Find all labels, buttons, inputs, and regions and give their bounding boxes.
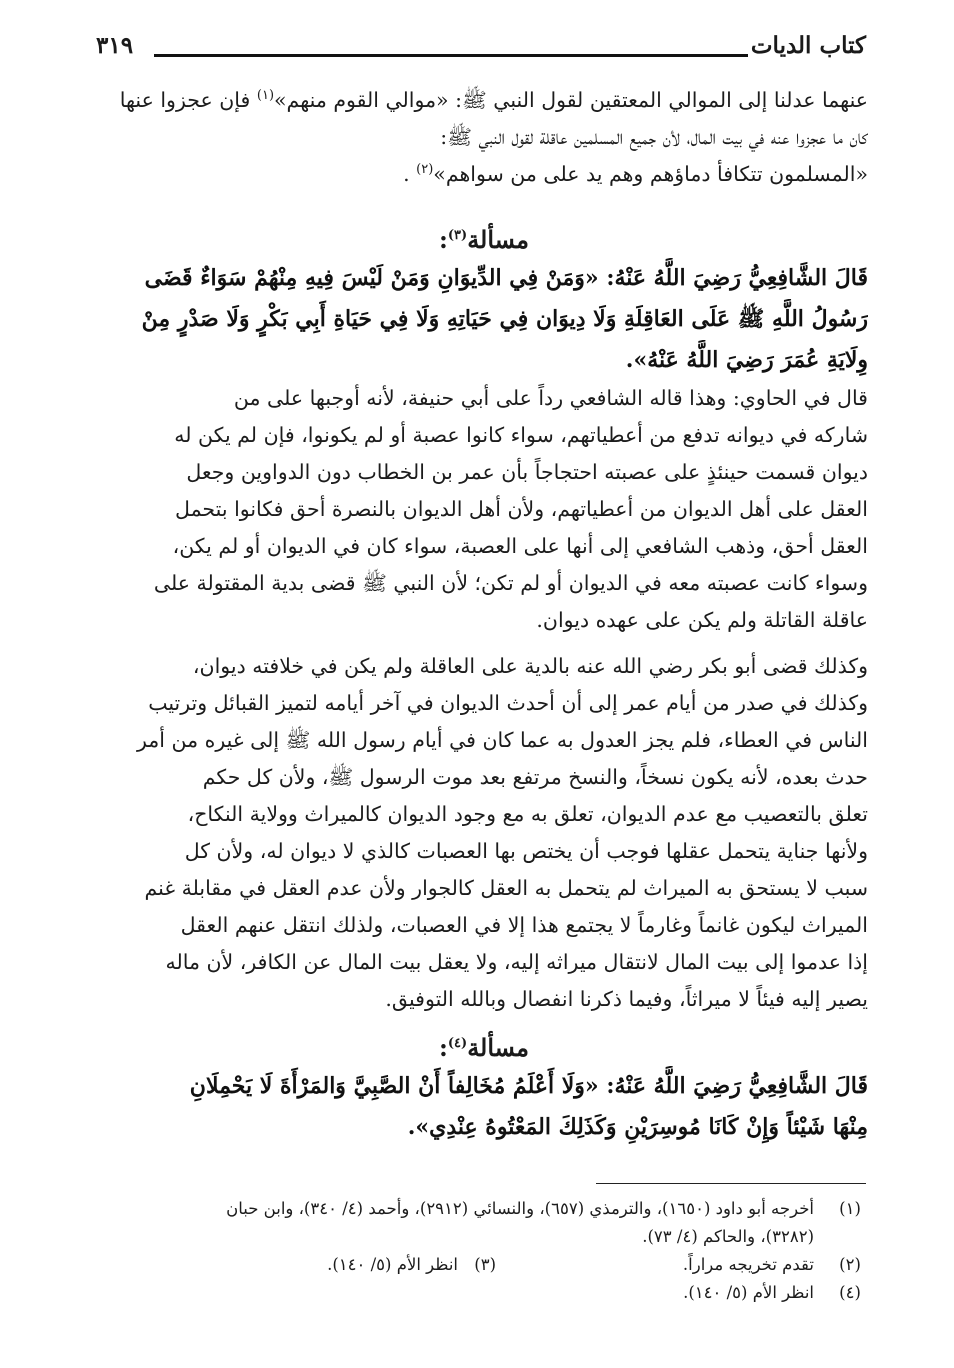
footnote-number: (٢) <box>839 1255 861 1274</box>
text-line: كان ما عجزوا عنه في بيت المال، لأن جميع المسلمين عاقلة لقول النبي ﷺ: <box>440 125 868 149</box>
text-line: وسواء كانت عصبته معه في الديوان أو لم تكن؛ لأن النبي ﷺ قضى بدية المقتولة على <box>153 571 868 595</box>
commentary-paragraph <box>100 380 868 639</box>
text-line: شاركه في ديوانه تدفع من أعطياتهم، سواء كانوا عصبة أو لم يكونوا، فإن لم يكن له <box>174 423 868 447</box>
text-line: ولأنها جناية يتحمل عقلها فوجب أن يختص بها العصبات كالذي لا ديوان له، ولأن كل <box>184 839 868 863</box>
footnote <box>96 1251 868 1279</box>
footnote-text: أخرجه أبو داود (١٦٥٠)، والترمذي (٦٥٧)، والنسائي (٢٩١٢)، وأحمد (٤/ ٣٤٠)، وابن حبان <box>226 1199 814 1218</box>
footnote-ref: (٣) <box>447 228 468 243</box>
text-line: حدث بعده، لأنه يكون نسخاً، والنسخ مرتفع بعد موت الرسول ﷺ، ولأن كل حكم <box>202 765 868 789</box>
issue-colon: : <box>439 225 448 254</box>
issue-heading <box>100 1028 868 1068</box>
commentary-paragraph <box>100 648 868 1018</box>
text-line: تعلق بالتعصيب مع عدم الديوان، تعلق به مع وجود الديوان كالميراث وولاية النكاح، <box>187 802 868 826</box>
text-line <box>100 82 868 119</box>
issue-heading <box>100 220 868 260</box>
text-line: يصير إليه فيئاً لا ميراثاً، وفيما ذكرنا انفصال وبالله التوفيق. <box>385 987 868 1011</box>
text-line: العقل على أهل الديوان من أعطياتهم، ولأن أهل الديوان بالنصرة أحق فكانوا بتحمل <box>175 497 868 521</box>
footnotes <box>96 1195 868 1307</box>
intro-line-1: عنهما عدلنا إلى الموالي المعتقين لقول النبي ﷺ: «موالي القوم منهم» <box>274 88 868 112</box>
text-line: عاقلة القاتلة ولم يكن على عهده ديوان. <box>536 608 868 632</box>
intro-line-1-tail: فإن عجزوا عنها <box>119 88 257 112</box>
text-line: وكذلك في صدر من أيام عمر إلى أن أحدث الديوان في آخر أيامه لتميز القبائل وترتيب <box>148 691 868 715</box>
page-header <box>96 30 866 72</box>
shafii-quote <box>100 258 868 381</box>
text-line: العقل أحق، وذهب الشافعي إلى أنها على العصبة، سواء كان في الديوان أو لم يكن، <box>172 534 868 558</box>
footnote <box>96 1223 868 1251</box>
quote-line: قَالَ الشَّافِعِيُّ رَضِيَ اللَّهُ عَنْهُ: «وَمَنْ فِي الدِّيوَانِ وَمَنْ لَيْسَ فِيهِ مِنْهُمْ سَوَاءٌ قَضَى <box>144 265 868 291</box>
footnote-ref: (٢) <box>416 162 434 178</box>
header-rule <box>154 54 748 57</box>
footnote <box>96 1279 868 1307</box>
issue-colon: : <box>439 1033 448 1062</box>
text-line: سبب لا يستحق به الميراث لم يتحمل به العقل كالجوار ولأن عدم العقل في مقابلة غنم <box>144 876 868 900</box>
footnote-ref: (٤) <box>447 1036 468 1051</box>
text-line: ديوان قسمت حينئذٍ على عصبته احتجاجاً بأن عمر بن الخطاب دون الدواوين وجعل <box>186 460 868 484</box>
footnote-ref: (١) <box>256 88 275 104</box>
page-number: ٣١٩ <box>96 32 134 59</box>
text-line: الناس في العطاء، فلم يجز العدول به عما كان في أيام رسول الله ﷺ إلى غيره من أمر <box>137 728 868 752</box>
footnote-separator <box>596 1183 866 1184</box>
footnote-number: (٣) <box>474 1255 496 1274</box>
footnote <box>96 1195 868 1223</box>
text-line: وكذلك قضى أبو بكر رضي الله عنه بالدية على العاقلة ولم يكن في خلافته ديوان، <box>192 654 868 678</box>
text-line <box>100 156 868 193</box>
footnote-text: انظر الأم (٥/ ١٤٠). <box>327 1255 458 1274</box>
footnote-text: (٣٢٨٢)، والحاكم (٤/ ٧٣). <box>642 1227 814 1246</box>
quote-line: رَسُولُ اللَّهِ ﷺ عَلَى العَاقِلَةِ وَلَا دِيوَان فِي حَيَاتِهِ وَلَا فِي حَيَاةِ أَبِي بَكْرٍ وَلَا صَدْرٍ مِنْ <box>141 306 868 332</box>
footnote-text: تقدم تخريجه مراراً. <box>682 1255 814 1274</box>
footnote-number: (١) <box>839 1199 861 1218</box>
chapter-title: كتاب الديات <box>750 32 866 59</box>
footnote-number: (٤) <box>839 1283 861 1302</box>
intro-line-3: «المسلمون تتكافأ دماؤهم وهم يد على من سواهم» <box>433 162 868 186</box>
end-period: . <box>403 162 417 186</box>
quote-line: مِنْهَا شَيْئاً وَإِنْ كَانَا مُوسِرَيْنِ وَكَذَلِكَ المَعْتُوهُ عِنْدِي». <box>407 1114 868 1140</box>
issue-label: مسألة <box>467 1033 529 1062</box>
quote-line: وِلَايَةِ عُمَرَ رَضِيَ اللَّهُ عَنْهُ». <box>625 347 868 373</box>
shafii-quote <box>100 1066 868 1148</box>
text-line: إذا عدموا إلى بيت المال لانتقال ميراثه إليه، ولا يعقل بيت المال عن الكافر، لأن ماله <box>165 950 868 974</box>
text-line: الميراث ليكون غانماً وغارماً لا يجتمع هذا إلا في العصبات، ولذلك انتقل عنهم العقل <box>180 913 868 937</box>
issue-label: مسألة <box>467 225 529 254</box>
quote-line: قَالَ الشَّافِعِيُّ رَضِيَ اللَّهُ عَنْهُ: «وَلَا أَعْلَمُ مُخَالِفاً أَنْ الصَّبِيَّ وَالمَرْأَةَ لَا يَحْمِلَانِ <box>189 1073 868 1099</box>
text-line: قال في الحاوي: وهذا قاله الشافعي رداً على أبي حنيفة، لأنه أوجبها على من <box>233 386 868 410</box>
intro-paragraph <box>100 82 868 193</box>
footnote-text: انظر الأم (٥/ ١٤٠). <box>683 1283 814 1302</box>
